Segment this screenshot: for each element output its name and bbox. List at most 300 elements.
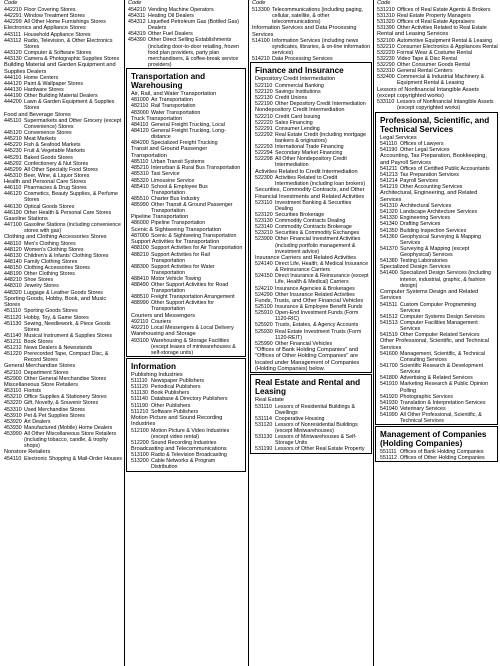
business-activity: General Freight Trucking, Local: [151, 122, 225, 129]
code-entry: [2, 321, 123, 333]
naics-code: 541940: [380, 405, 398, 412]
subsector-heading: Air, Rail, and Water Transportation: [131, 90, 217, 97]
business-activity: Radio & Television Broadcasting: [151, 452, 227, 459]
business-activity: Offices of Bank Holding Companies: [400, 449, 484, 456]
business-activity: Offices of Real Estate Agents & Brokers: [397, 7, 491, 13]
business-activity: All Other Miscellaneous Store Retailers (including tobacco, candle, & trophy shops): [24, 430, 117, 450]
business-activity: Management, Scientific, & Technical Consulting Services: [400, 350, 485, 364]
naics-code: 453910: [4, 412, 22, 419]
code-entry: [2, 118, 123, 130]
naics-code: 451220: [4, 351, 22, 358]
business-activity: General Rental Centers: [397, 68, 453, 75]
naics-code: 541213: [380, 172, 398, 179]
subsector-heading: Rental and Leasing Services: [377, 31, 449, 38]
business-activity: Other Transit & Ground Passenger Transportation: [151, 201, 233, 214]
naics-code: 453220: [4, 400, 22, 407]
subsector-heading: Information Services and Data Processing Services: [252, 25, 357, 38]
business-activity: News Dealers & Newsstands: [24, 344, 93, 351]
business-activity: Scenic & Sightseeing Transportation: [151, 232, 237, 239]
naics-code: 522293: [255, 144, 273, 151]
business-activity: Database & Directory Publishers: [151, 396, 228, 403]
naics-code: 532210: [377, 43, 395, 50]
naics-code: 513200: [131, 458, 149, 465]
code-entry: [378, 246, 495, 258]
naics-code: 453310: [4, 406, 22, 413]
business-activity: Men's Clothing Stores: [24, 240, 76, 247]
naics-code: 541211: [380, 165, 398, 172]
naics-code: 541110: [380, 140, 397, 147]
naics-code: 531210: [377, 7, 395, 13]
subsector-heading: General Merchandise Stores: [4, 363, 76, 370]
code-entry: [2, 173, 123, 179]
code-entry: [375, 99, 498, 111]
code-entry: [129, 440, 243, 446]
naics-code: 443120: [4, 49, 22, 56]
naics-code: 532290: [377, 62, 395, 69]
naics-code: 513100: [131, 452, 149, 459]
naics-code: 541910: [380, 381, 398, 388]
code-entry: [129, 428, 243, 440]
naics-code: 444190: [4, 93, 22, 100]
subsector-heading: Accounting, Tax Preparation, Bookkeeping, and Payroll Services: [380, 153, 487, 166]
business-activity: Urban Transit Systems: [151, 159, 205, 166]
naics-code: 493100: [131, 337, 149, 344]
subsector-heading: Couriers and Messengers: [131, 312, 196, 319]
business-activity: Other Consumer Goods Rental: [397, 62, 471, 69]
naics-code: 484200: [131, 140, 149, 147]
naics-code: 448120: [4, 246, 22, 253]
code-entry: [2, 290, 123, 296]
business-activity: Sewing, Needlework, & Piece Goods Stores: [24, 320, 111, 333]
business-activity: Payroll Services: [400, 178, 438, 185]
business-activity: Gasoline Stations (including convenience stores with gas): [24, 222, 121, 235]
naics-code: 525910: [255, 310, 273, 317]
business-activity: Trusts, Estates, & Agency Accounts: [275, 322, 359, 329]
naics-code: 551112: [380, 455, 397, 462]
naics-code: 488210: [131, 251, 149, 258]
business-activity: Optical Goods Stores: [24, 203, 75, 210]
naics-code: 451212: [4, 344, 22, 351]
naics-code: 448210: [4, 277, 22, 284]
code-entry: [253, 329, 369, 341]
business-activity: Offices of Lawyers: [400, 140, 444, 147]
business-activity: Translation & Interpretation Services: [400, 399, 486, 406]
naics-code: 541600: [380, 350, 398, 357]
naics-code: 541511: [380, 301, 398, 308]
business-activity: Computer & Software Stores: [24, 49, 92, 56]
naics-code: 481000: [131, 97, 149, 104]
business-activity: Other Legal Services: [400, 147, 450, 154]
code-column-header: Code: [128, 0, 142, 6]
business-activity: Other Support Activities for Road Transportation: [151, 282, 229, 295]
code-entry: [378, 351, 495, 363]
business-activity: Insurance & Employee Benefit Funds: [275, 304, 363, 311]
naics-code: 488490: [131, 282, 149, 289]
code-column-header: Code: [252, 0, 266, 6]
business-activity: Prerecorded Tape, Compact Disc, & Record Stores: [24, 351, 109, 364]
naics-code: 454210: [128, 7, 146, 13]
business-activity: Telecommunications (including paging, cellular, satellite, & other telecommunications): [272, 7, 363, 26]
business-activity: Data Processing Services: [272, 56, 333, 63]
business-activity: Supermarkets and Other Grocery (except Convenience) Stores: [24, 117, 122, 131]
business-activity: Pipeline Transportation: [151, 220, 206, 227]
naics-code: 541512: [380, 313, 398, 320]
naics-code: 523120: [255, 212, 273, 219]
business-activity: Taxi Service: [151, 171, 180, 178]
business-activity: Heating Oil Dealers: [148, 13, 194, 20]
column-4: [375, 0, 498, 666]
business-activity: All Other Nondepository Credit Intermediation: [275, 156, 347, 169]
naics-code: 531110: [255, 403, 272, 410]
business-activity: Other Health & Personal Care Stores: [24, 209, 112, 216]
naics-code: 447100: [4, 222, 22, 229]
business-activity: Custom Computer Programming Services: [400, 301, 477, 314]
business-activity: Hobby, Toy, & Game Stores: [24, 314, 89, 321]
naics-code: 454319: [128, 31, 146, 38]
business-activity: Building Inspection Services: [400, 227, 467, 234]
naics-code: 531320: [377, 19, 395, 26]
business-activity: Photographic Services: [400, 393, 453, 400]
naics-code: 522120: [255, 88, 273, 95]
business-activity: Rail Transportation: [151, 103, 196, 110]
naics-code: 522210: [255, 113, 273, 120]
naics-code: 511130: [131, 390, 148, 397]
code-entry: [129, 252, 243, 264]
code-entry: [253, 446, 369, 452]
business-activity: Water Transportation: [151, 109, 201, 116]
naics-code: 484110: [131, 122, 149, 129]
code-entry: [253, 341, 369, 347]
naics-code: 454390: [128, 37, 146, 44]
subsector-heading: Motion Picture and Sound Recording Industries: [131, 414, 223, 428]
business-activity: Clothing Accessories Stores: [24, 265, 90, 272]
naics-code: 541920: [380, 393, 398, 400]
naics-code: 446130: [4, 203, 22, 210]
naics-code: 531120: [255, 422, 273, 429]
column-divider: [248, 0, 249, 666]
code-entry: [378, 302, 495, 314]
business-activity: Family Clothing Stores: [24, 259, 78, 266]
code-entry: [253, 236, 369, 254]
naics-code: 453210: [4, 394, 22, 401]
business-activity: Local Messengers & Local Delivery: [151, 325, 234, 331]
code-entry: [253, 261, 369, 273]
code-entry: [253, 310, 369, 322]
naics-code: 445220: [4, 142, 22, 149]
naics-code: 444130: [4, 87, 22, 94]
column-divider: [124, 0, 125, 666]
business-activity: Cooperative Housing: [275, 416, 325, 422]
subsector-heading: Nonstore Retailers: [4, 449, 51, 456]
business-activity: Periodical Publishers: [151, 384, 201, 391]
subsector-heading: Architectural, Engineering, and Related Services: [380, 190, 478, 203]
code-entry: [129, 202, 243, 214]
business-activity: Other Financial Vehicles: [275, 340, 333, 347]
business-activity: Other Direct Selling Establishments (including door-to-door retailing, frozen food plan providers, party plan merchandisers, & coffee-break service providers): [148, 37, 239, 68]
business-activity: Musical Instrument & Supplies Stores: [24, 332, 113, 339]
business-activity: Other Computer Related Services: [400, 332, 480, 339]
column-3: [250, 0, 372, 666]
business-activity: International Trade Financing: [275, 144, 344, 151]
business-activity: Air Transportation: [151, 97, 193, 104]
naics-code: 488990: [131, 300, 149, 307]
business-activity: Insurance Agencies & Brokerages: [275, 285, 355, 292]
naics-code: 511120: [131, 384, 148, 391]
column-1: [2, 0, 123, 666]
naics-code: 445110: [4, 117, 22, 124]
code-entry: [129, 458, 243, 470]
business-activity: Other Fuel Dealers: [148, 31, 193, 38]
naics-code: 541350: [380, 227, 398, 234]
naics-code: 525990: [255, 340, 273, 347]
naics-code: 532220: [377, 49, 395, 56]
naics-code: 448140: [4, 259, 22, 266]
sector-box: [126, 358, 246, 472]
subsector-heading: Truck Transportation: [131, 115, 183, 122]
business-activity: Commercial Banking: [275, 82, 324, 89]
sector-title: Finance and Insurance: [255, 66, 344, 76]
naics-code: 514210: [252, 56, 270, 63]
business-activity: Beer, Wine, & Liquor Stores: [24, 172, 90, 179]
naics-code: 523110: [255, 199, 273, 206]
business-activity: Other Support Activities for Transportation: [151, 300, 215, 313]
business-activity: Consumer Electronics & Appliances Rental: [397, 43, 498, 50]
business-activity: Newspaper Publishers: [151, 378, 204, 385]
business-activity: Art Dealers: [24, 418, 51, 425]
code-entry: [2, 38, 123, 50]
naics-code: 445291: [4, 154, 22, 161]
naics-code: 512200: [131, 439, 149, 446]
naics-code: 541360: [380, 233, 398, 240]
naics-code: 541519: [380, 332, 398, 339]
business-activity: Cable Networks & Program Distribution: [151, 458, 216, 471]
naics-code: 451120: [4, 314, 22, 321]
subsector-heading: Electronics and Appliance Stores: [4, 25, 86, 32]
naics-code: 522300: [255, 174, 273, 181]
naics-code: 531310: [377, 13, 395, 20]
column-2: [126, 0, 246, 666]
naics-code: 541310: [380, 203, 398, 210]
naics-code: 445210: [4, 136, 22, 143]
naics-code: 522294: [255, 150, 273, 157]
naics-code: 448190: [4, 271, 22, 278]
naics-code: 541370: [380, 245, 398, 252]
business-activity: Gift, Novelty, & Souvenir Stores: [24, 400, 99, 407]
naics-code: 531114: [255, 416, 272, 422]
business-activity: Real Estate Investment Trusts (Form 1120-REIT): [275, 328, 362, 341]
code-entry: [2, 222, 123, 234]
naics-code: 448320: [4, 289, 22, 296]
naics-code: 492110: [131, 318, 149, 325]
naics-code: 532400: [377, 74, 395, 81]
business-activity: Other Publishers: [151, 402, 191, 409]
naics-code: 541930: [380, 399, 398, 406]
business-activity: Lessors of Nonresidential Buildings (except Miniwarehouses): [275, 422, 358, 435]
business-activity: Formal Wear & Costume Rental: [397, 49, 472, 56]
naics-code: 485310: [131, 171, 149, 178]
subsector-heading: Funds, Trusts, and Other Financial Vehicles: [255, 297, 364, 304]
business-activity: Electronic Shopping & Mail-Order Houses: [24, 455, 123, 462]
business-activity: Commodity Contracts Brokerage: [275, 224, 352, 231]
business-activity: Baked Goods Stores: [24, 154, 73, 161]
business-activity: Liquefied Petroleum Gas (Bottled Gas) Dealers: [148, 19, 239, 32]
subsector-heading: Insurance Carriers and Related Activities: [255, 254, 357, 261]
naics-code: 445299: [4, 166, 22, 173]
naics-code: 531390: [377, 25, 395, 32]
business-activity: Savings Institutions: [275, 88, 321, 95]
code-entry: [2, 351, 123, 363]
code-entry: [378, 270, 495, 288]
business-activity: Credit Unions: [275, 95, 308, 102]
naics-code: 453920: [4, 418, 22, 425]
sector-title: Professional, Scientific, and Technical Services: [380, 115, 490, 134]
business-activity: Surveying & Mapping (except Geophysical) Services: [400, 245, 470, 258]
business-activity: Other Insurance Related Activities: [275, 291, 355, 298]
naics-code: 522291: [255, 125, 273, 132]
business-activity: Computer Facilities Management Services: [400, 319, 478, 332]
naics-code: 525920: [255, 322, 273, 329]
naics-code: 451110: [4, 308, 21, 315]
code-entry: [253, 422, 369, 434]
naics-code: 485110: [131, 159, 149, 166]
naics-code: 541320: [380, 209, 398, 216]
naics-code: 532100: [377, 37, 395, 44]
naics-code: 541380: [380, 257, 398, 264]
business-activity: Other Accounting Services: [400, 184, 463, 191]
business-activity: Direct Life, Health, & Medical Insurance & Reinsurance Carriers: [275, 261, 369, 274]
business-activity: Other General Merchandise Stores: [24, 375, 107, 382]
naics-code: 453930: [4, 424, 22, 431]
naics-code: 511140: [131, 396, 148, 403]
naics-code: 523130: [255, 218, 273, 225]
subsector-heading: Computer Systems Design and Related Services: [380, 288, 479, 302]
business-activity: Marketing Research & Public Opinion Polling: [400, 381, 489, 394]
business-activity: Office Supplies & Stationery Stores: [24, 394, 107, 401]
naics-code: 513300: [252, 7, 270, 13]
subsector-heading: Health and Personal Care Stores: [4, 178, 87, 185]
naics-code: 522190: [255, 101, 273, 108]
code-entry: [129, 282, 243, 294]
business-activity: Book Stores: [24, 338, 53, 345]
subsector-heading: "Offices of Bank Holding Companies" and "Offices of Other Holding Companies" are located under Management of Companies (Holding Companies) below.: [255, 346, 360, 372]
business-activity: Window Treatment Stores: [24, 13, 85, 20]
code-entry: [378, 363, 495, 375]
business-activity: Cosmetics, Beauty Supplies, & Perfume Stores: [24, 191, 118, 204]
business-activity: Shoe Stores: [24, 277, 54, 284]
naics-code: 541190: [380, 147, 398, 154]
subsector-heading: Miscellaneous Store Retailers: [4, 381, 78, 388]
naics-code: 444120: [4, 81, 22, 88]
naics-code: 446110: [4, 185, 22, 192]
code-entry: [378, 455, 495, 461]
naics-code: 533110: [377, 99, 395, 106]
business-activity: Warehousing & Storage Facilities (except leases of miniwarehouses & self-storage units): [151, 337, 236, 356]
code-entry: [129, 128, 243, 140]
naics-code: 524210: [255, 285, 273, 292]
naics-code: 445310: [4, 172, 22, 179]
business-activity: Radio, Television, & Other Electronics Stores: [24, 37, 113, 50]
naics-code: 443111: [4, 31, 21, 38]
business-activity: Offices of Real Estate Appraisers: [397, 19, 475, 26]
naics-code: 483000: [131, 109, 149, 116]
business-activity: Fish & Seafood Markets: [24, 142, 81, 149]
business-activity: Advertising & Related Services: [400, 375, 473, 382]
business-activity: Video Tape & Disc Rental: [397, 56, 457, 63]
code-entry: [2, 191, 123, 203]
naics-code: 445292: [4, 160, 22, 167]
business-activity: Motor Vehicle Towing: [151, 275, 201, 282]
subsector-heading: Lessors of Nonfinancial Intangible Assets (except copyrighted works): [377, 86, 479, 99]
business-activity: Other Building Material Dealers: [24, 93, 98, 100]
code-entry: [378, 381, 495, 393]
subsector-heading: Securities, Commodity Contracts, and Other Financial Investments and Related Activities: [255, 187, 365, 200]
column-divider: [373, 0, 374, 666]
business-activity: Hardware Stores: [24, 87, 64, 94]
code-entry: [253, 132, 369, 144]
naics-code: 451140: [4, 332, 22, 339]
naics-code: 523140: [255, 224, 273, 231]
business-activity: Lessors of Nonfinancial Intangible Assets (except copyrighted works): [397, 99, 494, 112]
naics-code: 445230: [4, 148, 22, 155]
naics-code: 541800: [380, 375, 398, 382]
naics-code: 485410: [131, 183, 149, 190]
subsector-heading: Specialized Design Services: [380, 264, 451, 271]
business-activity: Automotive Equipment Rental & Leasing: [397, 37, 493, 44]
naics-code: 488100: [131, 245, 149, 252]
business-activity: Vending Machine Operators: [148, 7, 214, 13]
business-activity: Landscape Architecture Services: [400, 209, 478, 216]
code-entry: [129, 338, 243, 356]
business-activity: Pharmacies & Drug Stores: [24, 185, 87, 192]
naics-code: 446120: [4, 191, 22, 198]
subsector-heading: Pipeline Transportation: [131, 214, 189, 221]
naics-code: 525930: [255, 328, 273, 335]
naics-code: 487000: [131, 232, 149, 239]
naics-code: 448150: [4, 265, 22, 272]
naics-code: 541400: [380, 270, 398, 277]
naics-code: 442210: [4, 7, 22, 13]
business-activity: Other Activities Related to Real Estate: [397, 25, 487, 32]
business-activity: Confectionery & Nut Stores: [24, 160, 89, 167]
naics-code: 448310: [4, 283, 22, 290]
business-activity: Geophysical Surveying & Mapping Services: [400, 233, 481, 246]
business-activity: Fruit & Vegetable Markets: [24, 148, 85, 155]
naics-code: 454311: [128, 13, 146, 20]
code-entry: [253, 200, 369, 212]
naics-code: 451211: [4, 338, 22, 345]
business-activity: Consumer Lending: [275, 125, 320, 132]
code-entry: [129, 184, 243, 196]
naics-code: 512100: [131, 427, 149, 434]
business-activity: Household Appliance Stores: [24, 31, 91, 38]
business-activity: Drafting Services: [400, 221, 441, 228]
business-activity: Investment Banking & Securities Dealing: [275, 199, 352, 212]
business-activity: School & Employee Bus Transportation: [151, 183, 208, 196]
business-activity: Scientific Research & Development Services: [400, 363, 484, 376]
business-activity: All Other Professional, Scientific, & Technical Services: [400, 411, 482, 424]
subsector-heading: Support Activities for Transportation: [131, 239, 220, 246]
business-activity: Department Stores: [24, 369, 69, 376]
business-activity: Children's & Infants' Clothing Stores: [24, 252, 109, 259]
business-activity: Charter Bus Industry: [151, 195, 200, 202]
sector-title: Information: [131, 361, 177, 371]
business-activity: Couriers: [151, 318, 172, 325]
naics-code: 484120: [131, 128, 149, 135]
sector-box: [250, 62, 372, 373]
business-activity: Sales Financing: [275, 119, 313, 126]
naics-code: 532310: [377, 68, 395, 75]
naics-code: 485320: [131, 177, 149, 184]
